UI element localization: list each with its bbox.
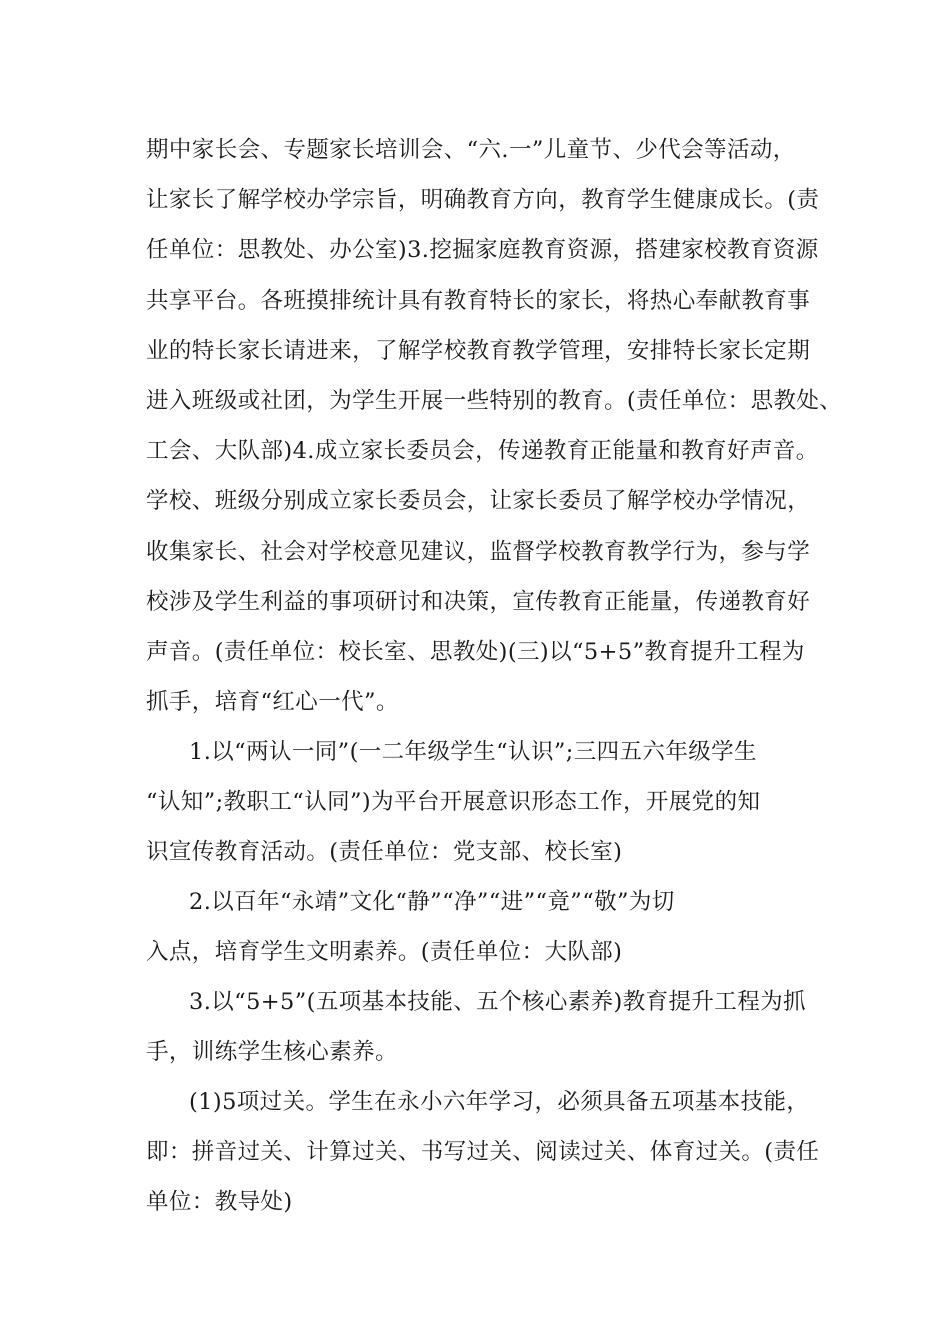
paragraph-first-line: (1)5项过关。学生在永小六年学习，必须具备五项基本技能， — [189, 1089, 810, 1115]
text-line: 任单位：思教处、办公室)3.挖掘家庭教育资源，搭建家校教育资源 — [146, 237, 819, 263]
text-line: “认知”;教职工“认同”)为平台开展意识形态工作，开展党的知 — [146, 789, 761, 815]
text-line: 进入班级或社团，为学生开展一些特别的教育。(责任单位：思教处、 — [146, 388, 843, 414]
text-line: 期中家长会、专题家长培训会、“六.一”儿童节、少代会等活动， — [146, 137, 796, 163]
text-line: 即：拼音过关、计算过关、书写过关、阅读过关、体育过关。(责任 — [146, 1139, 820, 1165]
text-line: 声音。(责任单位：校长室、思教处)(三)以“5+5”教育提升工程为 — [146, 639, 805, 665]
text-line: 入点，培育学生文明素养。(责任单位：大队部) — [146, 939, 623, 965]
paragraph-first-line: 2.以百年“永靖”文化“静”“净”“进”“竟”“敬”为切 — [189, 889, 675, 915]
text-line: 让家长了解学校办学宗旨，明确教育方向，教育学生健康成长。(责 — [146, 187, 820, 213]
text-line: 共享平台。各班摸排统计具有教育特长的家长，将热心奉献教育事 — [146, 288, 811, 314]
paragraph-first-line: 1.以“两认一同”(一二年级学生“认识”;三四五六年级学生 — [189, 739, 757, 765]
text-line: 业的特长家长请进来，了解学校教育教学管理，安排特长家长定期 — [146, 338, 811, 364]
text-line: 单位：教导处) — [146, 1189, 293, 1215]
text-line: 工会、大队部)4.成立家长委员会，传递教育正能量和教育好声音。 — [146, 438, 819, 464]
text-line: 学校、班级分别成立家长委员会，让家长委员了解学校办学情况， — [146, 488, 811, 514]
text-line: 抓手，培育“红心一代”。 — [146, 689, 399, 715]
paragraph-first-line: 3.以“5+5”(五项基本技能、五个核心素养)教育提升工程为抓 — [189, 989, 806, 1015]
text-line: 收集家长、社会对学校意见建议，监督学校教育教学行为，参与学 — [146, 539, 811, 565]
text-line: 手，训练学生核心素养。 — [146, 1039, 398, 1065]
text-line: 校涉及学生利益的事项研讨和决策，宣传教育正能量，传递教育好 — [146, 589, 811, 615]
text-line: 识宣传教育活动。(责任单位：党支部、校长室) — [146, 839, 623, 865]
